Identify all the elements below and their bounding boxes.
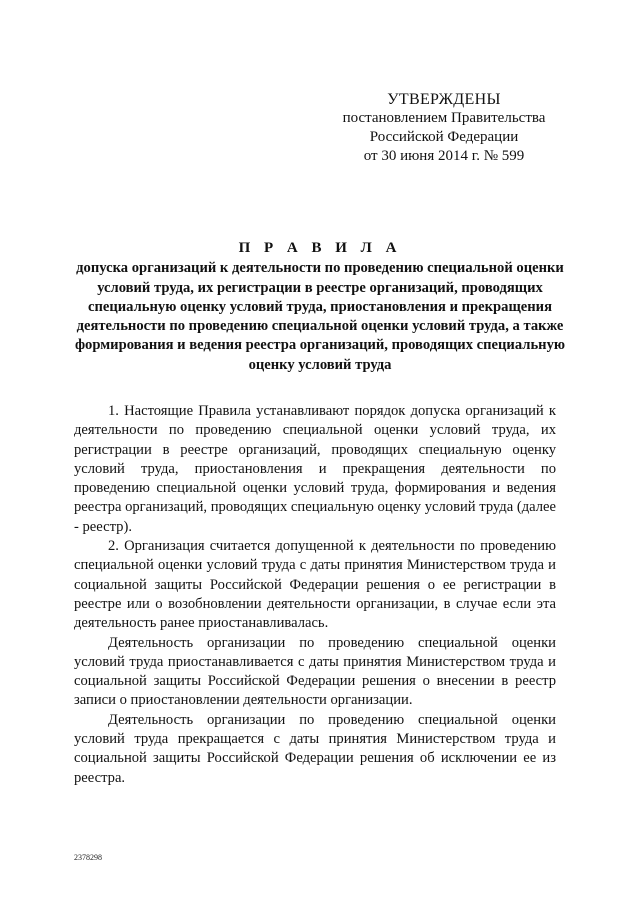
approval-line-2: Российской Федерации (369, 129, 519, 145)
rules-subtitle: допуска организаций к деятельности по проведению специальной оценки условий труда, их регистрации в реестре организаций, проводящих специальную оценку условий труда, приостановления и прекращения деятельности по проведению специальной оценки условий труда, а также формирования и ведения реестра организаций, проводящих специальную оценку условий труда (74, 260, 566, 373)
approval-line-1: постановлением Правительства (342, 110, 546, 126)
approval-heading: УТВЕРЖДЕНЫ (387, 91, 501, 108)
paragraph-4: Деятельность организации по проведению специальной оценки условий труда прекращается с даты принятия Министерством труда и социальной защиты Российской Федерации решения об исключении ее из реестра. (74, 711, 556, 786)
paragraph-1: 1. Настоящие Правила устанавливают порядок допуска организаций к деятельности по проведению специальной оценки условий труда, их регистрации в реестре организаций, проводящих специальную оценку условий труда, приостановления и прекращения деятельности по проведению специальной оценки условий труда, формирования и ведения реестра организаций, проводящих специальную оценку условий труда (далее - реестр). (74, 403, 556, 535)
rules-heading: П Р А В И Л А (238, 240, 402, 256)
paragraph-2: 2. Организация считается допущенной к деятельности по проведению специальной оценки условий труда с даты принятия Министерством труда и социальной защиты Российской Федерации решения о ее регистрации в реестре или о возобновлении деятельности организации, в случае если эта деятельность ранее приостанавливалась. (74, 538, 556, 632)
approval-line-3: от 30 июня 2014 г. № 599 (363, 148, 525, 164)
document-code: 2378298 (74, 853, 102, 862)
paragraph-3: Деятельность организации по проведению специальной оценки условий труда приостанавливается с даты принятия Министерством труда и социальной защиты Российской Федерации решения о внесении в реестр записи о приостановлении деятельности организации. (74, 634, 556, 709)
document-title (64, 239, 576, 375)
approval-stamp (334, 90, 554, 166)
document-body (74, 402, 556, 788)
